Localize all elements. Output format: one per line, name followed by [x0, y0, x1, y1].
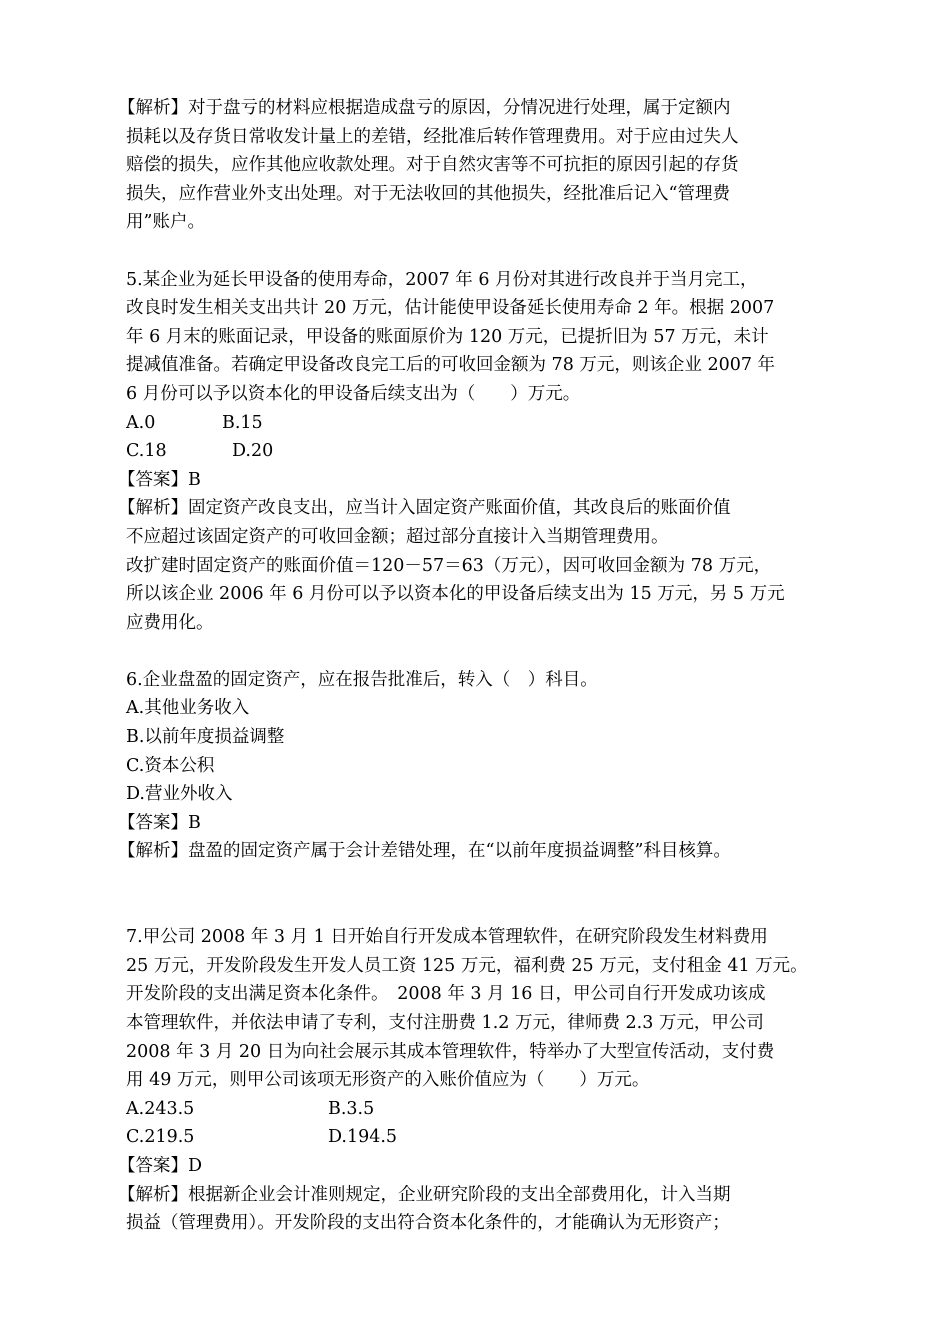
spacer [126, 637, 826, 666]
option-a: A.0 [126, 412, 156, 433]
option-d: D.20 [232, 441, 274, 462]
analysis-line: 不应超过该固定资产的可收回金额；超过部分直接计入当期管理费用。 [126, 526, 669, 547]
question-stem-line: 25 万元，开发阶段发生开发人员工资 125 万元，福利费 25 万元，支付租金 41 万元。 [126, 955, 808, 976]
option-b: B.3.5 [328, 1098, 375, 1119]
option-d: D.194.5 [328, 1127, 398, 1148]
question-stem-line: 用 49 万元，则甲公司该项无形资产的入账价值应为（ ）万元。 [126, 1070, 650, 1091]
option-a: A.其他业务收入 [126, 698, 250, 719]
spacer [126, 866, 826, 923]
option-row [126, 437, 826, 466]
intro-analysis [118, 94, 826, 237]
document-page [118, 94, 826, 1238]
analysis-line: 赔偿的损失，应作其他应收款处理。对于自然灾害等不可抗拒的原因引起的存货 [126, 155, 739, 176]
question-stem-line: 本管理软件，并依法申请了专利，支付注册费 1.2 万元，律师费 2.3 万元，甲公司 [126, 1013, 764, 1033]
option-c: C.资本公积 [126, 755, 215, 776]
option-b: B.以前年度损益调整 [126, 727, 285, 748]
option-a: A.243.5 [126, 1098, 195, 1119]
option-b: B.15 [222, 412, 263, 433]
question-7 [118, 923, 826, 1238]
analysis-line: 损益（管理费用）。开发阶段的支出符合资本化条件的，才能确认为无形资产； [126, 1213, 730, 1234]
question-stem-line: 5.某企业为延长甲设备的使用寿命，2007 年 6 月份对其进行改良并于当月完工， [126, 269, 758, 290]
question-stem-line: 6 月份可以予以资本化的甲设备后续支出为（ ）万元。 [126, 383, 581, 404]
question-stem-line: 开发阶段的支出满足资本化条件。 2008 年 3 月 16 日，甲公司自行开发成功该成 [126, 984, 766, 1005]
question-stem-line: 6.企业盘盈的固定资产，应在报告批准后，转入（ ）科目。 [126, 669, 598, 690]
option-row [126, 409, 826, 438]
analysis-line: 【解析】对于盘亏的材料应根据造成盘亏的原因，分情况进行处理，属于定额内 [118, 98, 731, 118]
answer-line: 【答案】D [118, 1155, 203, 1176]
question-stem-line: 年 6 月末的账面记录，甲设备的账面原价为 120 万元，已提折旧为 57 万元，未计 [126, 326, 769, 347]
question-stem-line: 提减值准备。若确定甲设备改良完工后的可收回金额为 78 万元，则该企业 2007 年 [126, 355, 776, 376]
question-stem-line: 2008 年 3 月 20 日为向社会展示其成本管理软件，特举办了大型宣传活动，支付费 [126, 1041, 775, 1062]
question-stem-line: 改良时发生相关支出共计 20 万元，估计能使甲设备延长使用寿命 2 年。根据 2007 [126, 298, 775, 319]
answer-line: 【答案】B [118, 812, 201, 833]
analysis-line: 改扩建时固定资产的账面价值＝120－57＝63（万元），因可收回金额为 78 万元， [126, 555, 772, 576]
analysis-line: 应费用化。 [126, 612, 214, 633]
analysis-line: 【解析】固定资产改良支出，应当计入固定资产账面价值，其改良后的账面价值 [118, 498, 731, 519]
answer-line: 【答案】B [118, 469, 201, 490]
analysis-line: 所以该企业 2006 年 6 月份可以予以资本化的甲设备后续支出为 15 万元，另 5 万元 [126, 584, 785, 605]
spacer [126, 237, 826, 266]
option-c: C.18 [126, 441, 167, 462]
analysis-line: 【解析】盘盈的固定资产属于会计差错处理，在“以前年度损益调整”科目核算。 [118, 841, 731, 862]
analysis-line: 【解析】根据新企业会计准则规定，企业研究阶段的支出全部费用化，计入当期 [118, 1184, 731, 1205]
question-6 [118, 666, 826, 866]
option-d: D.营业外收入 [126, 784, 233, 805]
question-5 [118, 266, 826, 638]
analysis-line: 损耗以及存货日常收发计量上的差错，经批准后转作管理费用。对于应由过失人 [126, 126, 739, 147]
analysis-line: 损失，应作营业外支出处理。对于无法收回的其他损失，经批准后记入“管理费 [126, 183, 730, 204]
analysis-line: 用”账户。 [126, 212, 205, 233]
question-stem-line: 7.甲公司 2008 年 3 月 1 日开始自行开发成本管理软件，在研究阶段发生材料费用 [126, 927, 768, 948]
option-c: C.219.5 [126, 1127, 195, 1148]
option-row [126, 1123, 826, 1152]
option-row [126, 1095, 826, 1124]
